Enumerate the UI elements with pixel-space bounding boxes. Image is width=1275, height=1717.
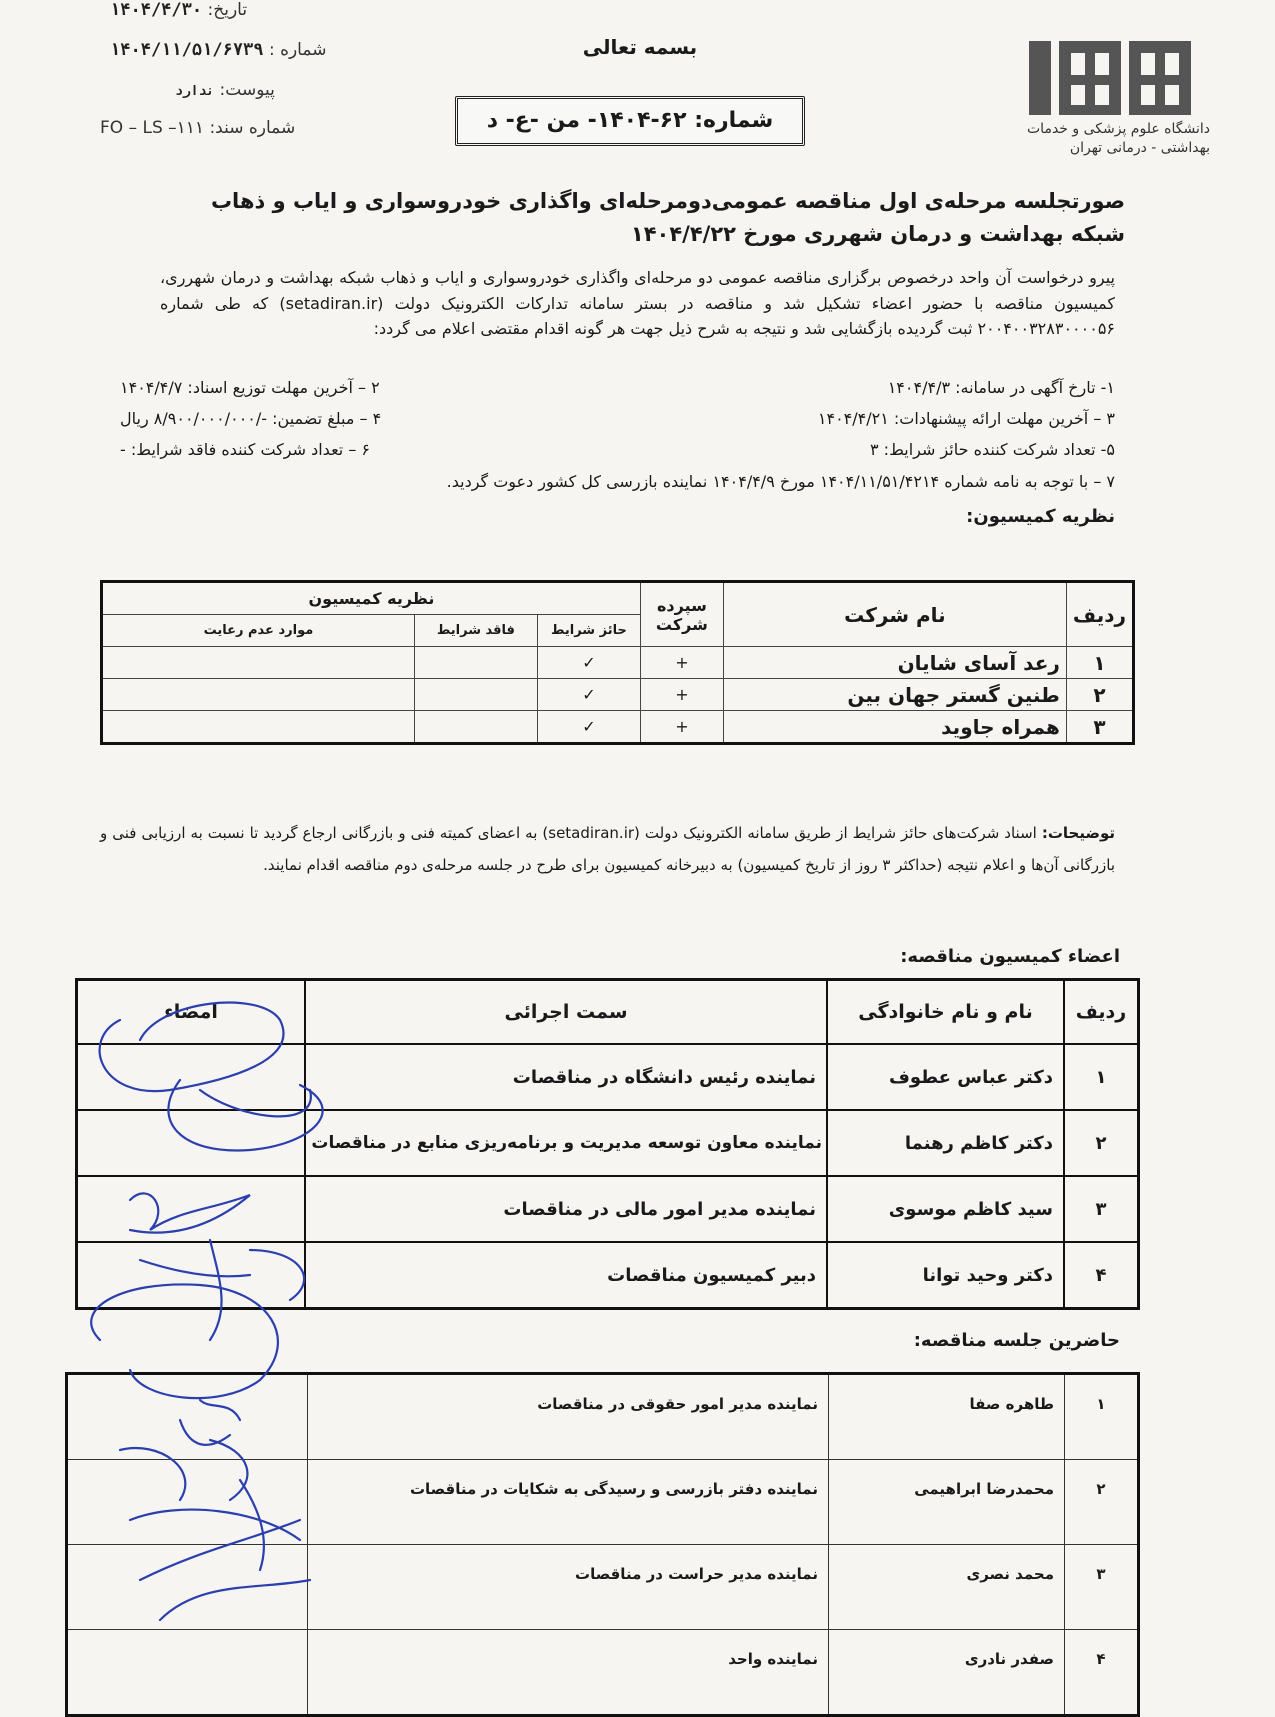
commission-view-heading: نظریه کمیسیون: — [966, 505, 1115, 527]
row-number: ۱ — [1066, 647, 1133, 679]
unqualified-cell — [414, 679, 537, 711]
items-row-2 — [120, 403, 1115, 434]
commission-view-table — [100, 580, 1135, 745]
attendee-name: محمدرضا ابراهیمی — [829, 1460, 1065, 1545]
col-company: نام شرکت — [723, 582, 1066, 647]
table-row — [102, 711, 1134, 744]
number-label: شماره : — [268, 40, 327, 60]
document-title: صورتجلسه مرحله‌ی اول مناقصه عمومی‌دومرحله‌ای واگذاری خودروسواری و ایاب و ذهاب شبکه بهداشت و درمان شهرری مورخ ۱۴۰۴/۴/۲۲ — [210, 189, 1125, 246]
members-col-name: نام و نام خانوادگی — [827, 980, 1064, 1045]
col-qualified: حائز شرایط — [537, 615, 640, 647]
attendees-table — [65, 1372, 1140, 1717]
member-number: ۴ — [1064, 1242, 1139, 1309]
member-signature-cell — [77, 1242, 306, 1309]
attendee-name: طاهره صفا — [829, 1374, 1065, 1460]
col-deposit: سپرده شرکت — [640, 582, 723, 647]
member-name: دکتر وحید توانا — [827, 1242, 1064, 1309]
members-heading: اعضاء کمیسیون مناقصه: — [900, 946, 1120, 967]
boxed-document-number: شماره: ۶۲-۱۴۰۴- من -ع- د — [455, 96, 805, 146]
item-ad-date: ۱- تارخ آگهی در سامانه: ۱۴۰۴/۴/۳ — [887, 378, 1115, 397]
item-doc-deadline: ۲ – آخرین مهلت توزیع اسناد: ۱۴۰۴/۴/۷ — [120, 378, 380, 397]
table-row — [102, 647, 1134, 679]
member-name: سید کاظم موسوی — [827, 1176, 1064, 1242]
row-number: ۳ — [1066, 711, 1133, 744]
deposit-mark: + — [640, 647, 723, 679]
header-doc-number — [100, 118, 295, 138]
col-noncompliance: موارد عدم رعایت — [102, 615, 415, 647]
notes-label: توضیحات: — [1041, 824, 1116, 842]
attachment-label: پیوست: — [219, 80, 275, 100]
item-qualified-count: ۵- تعداد شرکت کننده حائز شرایط: ۳ — [870, 440, 1115, 460]
qualified-check-icon: ✓ — [537, 647, 640, 679]
item-guarantee: ۴ – مبلغ تضمین: -/۸/۹۰۰/۰۰۰/۰۰۰ ریال — [120, 409, 382, 429]
table-row — [67, 1460, 1139, 1545]
table-row — [77, 1044, 1139, 1110]
item-unqualified-count: ۶ – تعداد شرکت کننده فاقد شرایط: - — [120, 440, 371, 460]
member-role: نماینده رئیس دانشگاه در مناقصات — [305, 1044, 827, 1110]
university-name — [1010, 120, 1210, 158]
attendee-signature-cell — [67, 1460, 308, 1545]
items-row-3 — [120, 434, 1115, 465]
members-header-row — [77, 980, 1139, 1045]
attendee-number: ۲ — [1065, 1460, 1139, 1545]
member-name: دکتر عباس عطوف — [827, 1044, 1064, 1110]
attendee-number: ۳ — [1065, 1545, 1139, 1630]
table-row — [77, 1110, 1139, 1176]
member-signature-cell — [77, 1176, 306, 1242]
header-attachment — [175, 80, 275, 100]
basmala: بسمه تعالی — [582, 35, 698, 59]
intro-paragraph: پیرو درخواست آن واحد درخصوص برگزاری مناقصه عمومی دو مرحله‌ای واگذاری خودروسواری و ایاب و ذهاب شبکه بهداشت و درمان شهرری، کمیسیون مناقصه با حضور اعضاء تشکیل شد و مناقصه در بستر سامانه تدارکات الکترونیک دولت (setadiran.ir) که طی شماره ۲۰۰۴۰۰۳۲۸۳۰۰۰۰۵۶ ثبت گردیده بازگشایی شد و نتیجه به شرح ذیل جهت هر گونه اقدام مقتضی اعلام می گردد: — [160, 268, 1115, 339]
attendee-signature-cell — [67, 1630, 308, 1716]
row-number: ۲ — [1066, 679, 1133, 711]
member-number: ۲ — [1064, 1110, 1139, 1176]
member-number: ۳ — [1064, 1176, 1139, 1242]
number-value: ۱۴۰۴/۱۱/۵۱/۶۷۳۹ — [110, 40, 264, 60]
item-offer-deadline: ۳ – آخرین مهلت ارائه پیشنهادات: ۱۴۰۴/۴/۲۱ — [817, 409, 1115, 429]
date-value: ۱۴۰۴/۴/۳۰ — [110, 0, 203, 20]
attendee-number: ۴ — [1065, 1630, 1139, 1716]
member-role: نماینده معاون توسعه مدیریت و برنامه‌ریزی منابع در مناقصات — [305, 1110, 827, 1176]
member-role: نماینده مدیر امور مالی در مناقصات — [305, 1176, 827, 1242]
table-row — [67, 1374, 1139, 1460]
table-row — [67, 1545, 1139, 1630]
unqualified-cell — [414, 711, 537, 744]
member-role: دبیر کمیسیون مناقصات — [305, 1242, 827, 1309]
table-header-row — [102, 582, 1134, 615]
table-row — [102, 679, 1134, 711]
table-row — [77, 1242, 1139, 1309]
doc-number-label: شماره سند: — [209, 118, 296, 138]
doc-number-value: FO – LS –۱۱۱ — [100, 118, 205, 138]
attendee-role: نماینده مدیر حراست در مناقصات — [308, 1545, 829, 1630]
attendee-role: نماینده دفتر بازرسی و رسیدگی به شکایات در مناقصات — [308, 1460, 829, 1545]
attendee-name: صفدر نادری — [829, 1630, 1065, 1716]
deposit-mark: + — [640, 711, 723, 744]
member-name: دکتر کاظم رهنما — [827, 1110, 1064, 1176]
header-number — [110, 40, 326, 60]
noncompliance-cell — [102, 711, 415, 744]
notes — [100, 818, 1115, 881]
header-date — [110, 0, 247, 20]
notes-text: اسناد شرکت‌های حائز شرایط از طریق سامانه الکترونیک دولت (setadiran.ir) به اعضای کمیته فنی و بازرگانی ارجاع گردید تا نسبت به ارزیابی فنی و بازرگانی آن‌ها و اعلام نتیجه (حداکثر ۳ روز از تاریخ کمیسیون) به دبیرخانه کمیسیون برای طرح در جلسه مرحله‌ی دوم مناقصه اقدام نمایند. — [100, 824, 1115, 874]
attendee-signature-cell — [67, 1374, 308, 1460]
members-col-signature: امضاء — [77, 980, 306, 1045]
attendee-signature-cell — [67, 1545, 308, 1630]
member-signature-cell — [77, 1044, 306, 1110]
attendee-role: نماینده مدیر امور حقوقی در مناقصات — [308, 1374, 829, 1460]
attendee-name: محمد نصری — [829, 1545, 1065, 1630]
university-line1: دانشگاه علوم پزشکی و خدمات — [1027, 121, 1210, 137]
member-number: ۱ — [1064, 1044, 1139, 1110]
company-name: طنین گستر جهان بین — [723, 679, 1066, 711]
table-row — [67, 1630, 1139, 1716]
attendees-heading: حاضرین جلسه مناقصه: — [913, 1330, 1120, 1351]
deposit-mark: + — [640, 679, 723, 711]
items-row-1 — [120, 372, 1115, 403]
noncompliance-cell — [102, 647, 415, 679]
attendee-role: نماینده واحد — [308, 1630, 829, 1716]
table-row — [77, 1176, 1139, 1242]
col-unqualified: فاقد شرایط — [414, 615, 537, 647]
member-signature-cell — [77, 1110, 306, 1176]
qualified-check-icon: ✓ — [537, 711, 640, 744]
unqualified-cell — [414, 647, 537, 679]
col-row: ردیف — [1066, 582, 1133, 647]
noncompliance-cell — [102, 679, 415, 711]
members-col-row: ردیف — [1064, 980, 1139, 1045]
item-inspection-letter: ۷ – با توجه به نامه شماره ۱۴۰۴/۱۱/۵۱/۴۲۱۴ مورخ ۱۴۰۴/۴/۹ نماینده بازرسی کل کشور دعوت گردید. — [446, 471, 1115, 491]
university-line2: بهداشتی - درمانی تهران — [1069, 139, 1210, 156]
tender-items — [120, 372, 1115, 534]
attachment-value: ندارد — [175, 84, 215, 99]
members-table — [75, 978, 1140, 1310]
company-name: رعد آسای شایان — [723, 647, 1066, 679]
date-label: تاریخ: — [207, 0, 248, 20]
members-col-role: سمت اجرائی — [305, 980, 827, 1045]
qualified-check-icon: ✓ — [537, 679, 640, 711]
company-name: همراه جاوید — [723, 711, 1066, 744]
university-logo-icon — [1025, 35, 1205, 120]
attendee-number: ۱ — [1065, 1374, 1139, 1460]
col-commission-view: نظریه کمیسیون — [102, 582, 641, 615]
